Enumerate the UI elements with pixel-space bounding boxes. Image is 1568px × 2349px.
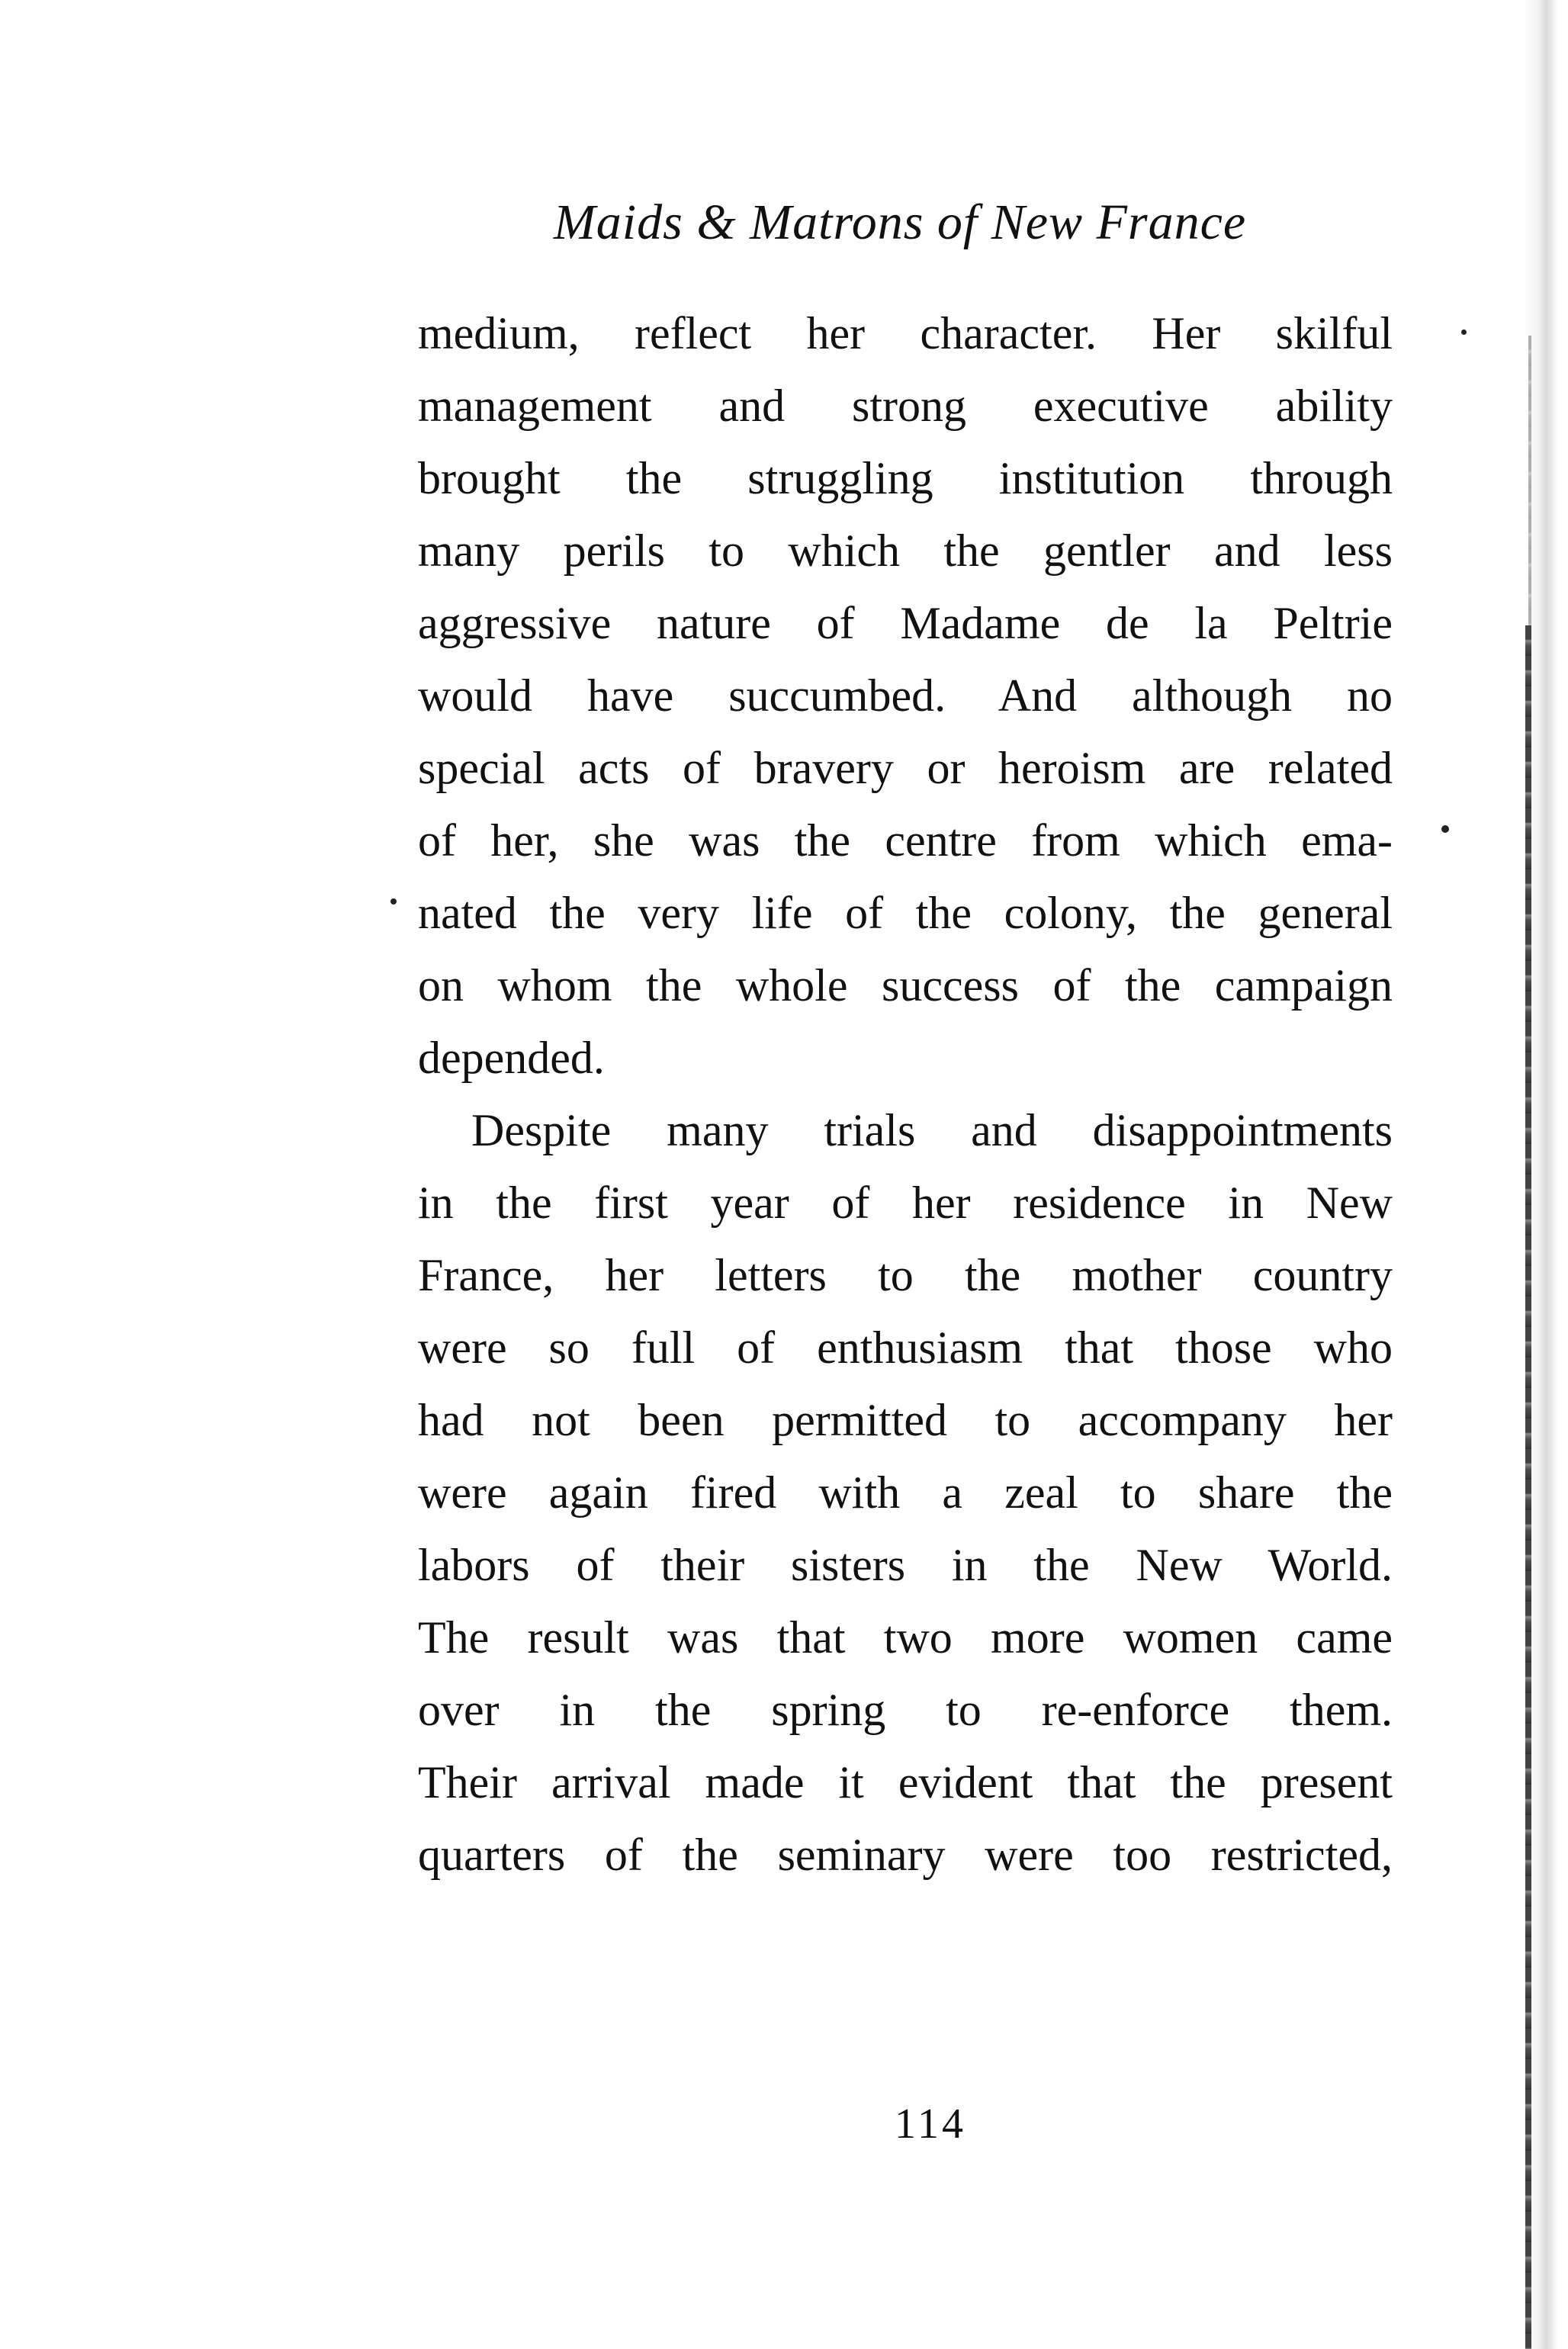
print-speck	[1461, 329, 1467, 335]
text-line: many perils to which the gentler and less	[418, 525, 1393, 576]
page-binding-shadow-upper	[1528, 336, 1531, 625]
text-line: would have succumbed. And although no	[418, 670, 1393, 721]
text-line: Their arrival made it evident that the present	[418, 1757, 1393, 1808]
running-head: Maids & Matrons of New France	[553, 194, 1247, 250]
paragraph-2	[418, 1094, 1393, 1891]
text-line: nated the very life of the colony, the general	[418, 888, 1393, 938]
text-line: brought the struggling institution through	[418, 453, 1393, 503]
text-line: over in the spring to re-enforce them.	[418, 1685, 1393, 1735]
text-line: The result was that two more women came	[418, 1612, 1393, 1663]
text-line: aggressive nature of Madame de la Peltrie	[418, 598, 1393, 648]
page-binding-shadow	[1525, 625, 1531, 2349]
text-line: of her, she was the centre from which ema-	[418, 815, 1393, 866]
text-line: were so full of enthusiasm that those who	[418, 1322, 1393, 1373]
text-line: special acts of bravery or heroism are related	[418, 743, 1393, 793]
text-line: in the first year of her residence in New	[418, 1178, 1393, 1228]
text-line: were again fired with a zeal to share the	[418, 1467, 1393, 1518]
paragraph-1	[418, 297, 1393, 1094]
text-line: medium, reflect her character. Her skilful	[418, 308, 1393, 358]
print-speck	[1441, 825, 1449, 833]
body-text	[418, 297, 1393, 1891]
text-line: on whom the whole success of the campaign	[418, 960, 1393, 1011]
text-line: labors of their sisters in the New World.	[418, 1540, 1393, 1590]
text-line: quarters of the seminary were too restricted,	[418, 1830, 1393, 1880]
text-line: France, her letters to the mother country	[418, 1250, 1393, 1300]
text-line: Despite many trials and disappointments	[471, 1105, 1393, 1155]
text-line: had not been permitted to accompany her	[418, 1395, 1393, 1445]
page-number: 114	[895, 2100, 966, 2148]
print-speck	[390, 898, 397, 905]
text-line: management and strong executive ability	[418, 381, 1393, 431]
text-line: depended.	[418, 1033, 605, 1083]
